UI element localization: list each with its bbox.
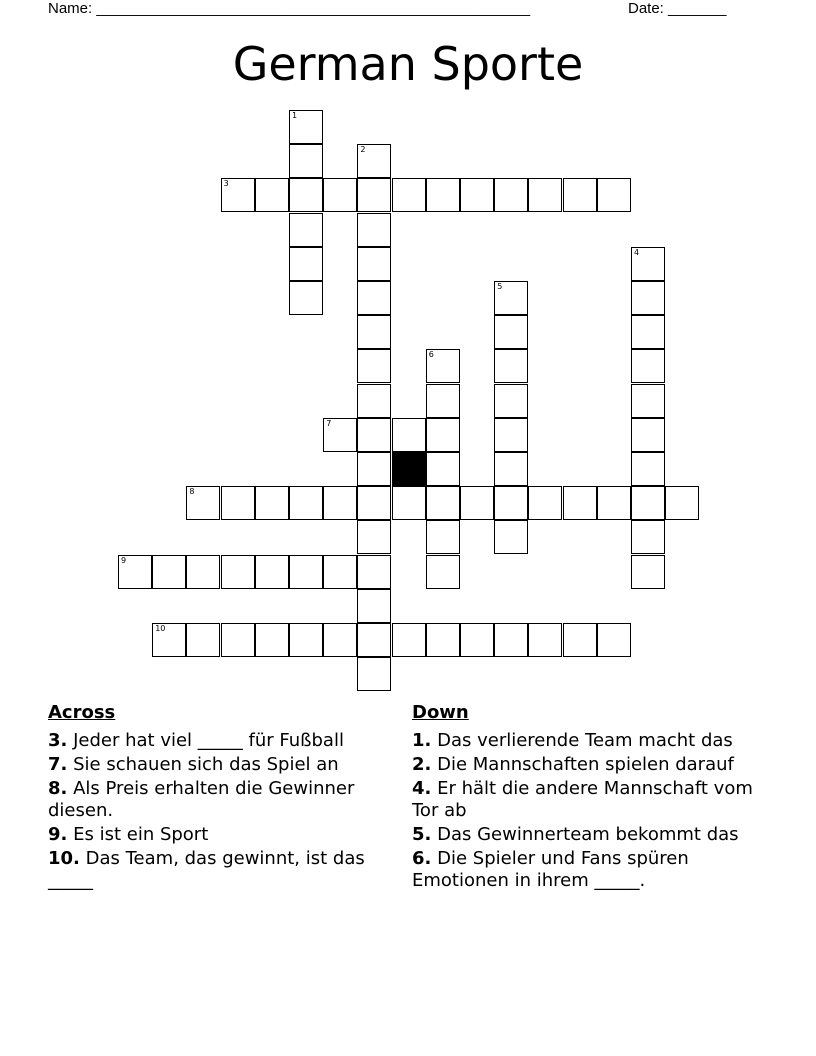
crossword-cell[interactable] <box>357 520 391 554</box>
down-clue-5 <box>412 824 772 846</box>
crossword-cell[interactable] <box>289 555 323 589</box>
crossword-cell[interactable] <box>426 520 460 554</box>
crossword-cell[interactable] <box>186 623 220 657</box>
crossword-cell[interactable] <box>357 657 391 691</box>
clue-text: Die Mannschaften spielen darauf <box>437 754 734 775</box>
clue-number: 10. <box>48 848 80 869</box>
crossword-cell[interactable] <box>323 178 357 212</box>
clue-text: Es ist ein Sport <box>73 824 209 845</box>
crossword-cell[interactable] <box>221 178 255 212</box>
crossword-cell[interactable] <box>118 555 152 589</box>
crossword-cell[interactable] <box>494 623 528 657</box>
crossword-cell[interactable] <box>357 384 391 418</box>
clue-number-label: 1 <box>292 111 298 120</box>
crossword-cell[interactable] <box>665 486 699 520</box>
clue-number: 7. <box>48 754 68 775</box>
down-clue-2 <box>412 754 772 776</box>
crossword-cell[interactable] <box>426 418 460 452</box>
crossword-cell[interactable] <box>323 555 357 589</box>
crossword-cell[interactable] <box>255 486 289 520</box>
crossword-cell[interactable] <box>392 486 426 520</box>
clue-text: Als Preis erhalten die Gewinner diesen. <box>48 778 355 821</box>
crossword-cell[interactable] <box>494 349 528 383</box>
name-field: Name: ____________________________________________________ <box>48 0 531 17</box>
down-clue-6 <box>412 848 772 892</box>
crossword-cell[interactable] <box>631 349 665 383</box>
clue-text: Das verlierende Team macht das <box>437 730 733 751</box>
crossword-cell[interactable] <box>289 247 323 281</box>
crossword-cell[interactable] <box>392 623 426 657</box>
blocked-square <box>392 452 426 486</box>
clue-text: Das Team, das gewinnt, ist das _____ <box>48 848 365 891</box>
crossword-cell[interactable] <box>494 520 528 554</box>
crossword-cell[interactable] <box>460 178 494 212</box>
clue-number: 4. <box>412 778 432 799</box>
clue-number-label: 6 <box>428 350 434 360</box>
crossword-cell[interactable] <box>357 247 391 281</box>
across-heading: Across <box>48 702 116 723</box>
crossword-cell[interactable] <box>631 247 665 281</box>
crossword-cell[interactable] <box>289 178 323 212</box>
crossword-cell[interactable] <box>186 555 220 589</box>
crossword-cell[interactable] <box>323 623 357 657</box>
crossword-cell[interactable] <box>631 486 665 520</box>
crossword-cell[interactable] <box>631 281 665 315</box>
crossword-cell[interactable] <box>494 384 528 418</box>
crossword-cell[interactable] <box>426 349 460 383</box>
crossword-cell[interactable] <box>289 144 323 178</box>
across-clue-8 <box>48 778 393 822</box>
crossword-cell[interactable] <box>323 418 357 452</box>
crossword-cell[interactable] <box>597 178 631 212</box>
clue-number-label: 9 <box>121 555 127 565</box>
crossword-cell[interactable] <box>631 452 665 486</box>
crossword-cell[interactable] <box>426 486 460 520</box>
across-clue-7 <box>48 754 393 776</box>
clue-number-label: 4 <box>634 247 640 257</box>
clue-text: Sie schauen sich das Spiel an <box>73 754 339 775</box>
crossword-cell[interactable] <box>426 384 460 418</box>
clue-text: Er hält die andere Mannschaft vom Tor ab <box>412 778 753 821</box>
crossword-cell[interactable] <box>426 623 460 657</box>
crossword-cell[interactable] <box>528 178 562 212</box>
crossword-cell[interactable] <box>631 418 665 452</box>
down-clues <box>412 702 772 894</box>
crossword-cell[interactable] <box>426 178 460 212</box>
crossword-cell[interactable] <box>221 555 255 589</box>
crossword-cell[interactable] <box>357 144 391 178</box>
crossword-cell[interactable] <box>255 178 289 212</box>
clue-number: 5. <box>412 824 432 845</box>
crossword-cell[interactable] <box>631 315 665 349</box>
crossword-cell[interactable] <box>357 555 391 589</box>
crossword-cell[interactable] <box>494 452 528 486</box>
clue-number: 8. <box>48 778 68 799</box>
crossword-cell[interactable] <box>460 623 494 657</box>
crossword-cell[interactable] <box>392 178 426 212</box>
crossword-cell[interactable] <box>357 486 391 520</box>
down-heading: Down <box>412 702 469 723</box>
crossword-cell[interactable] <box>631 384 665 418</box>
crossword-cell[interactable] <box>563 486 597 520</box>
crossword-cell[interactable] <box>152 623 186 657</box>
clue-number: 9. <box>48 824 68 845</box>
clue-number-label: 3 <box>223 179 229 189</box>
crossword-cell[interactable] <box>357 178 391 212</box>
crossword-cell[interactable] <box>289 213 323 247</box>
crossword-cell[interactable] <box>357 589 391 623</box>
crossword-cell[interactable] <box>597 623 631 657</box>
crossword-cell[interactable] <box>426 452 460 486</box>
crossword-cell[interactable] <box>357 315 391 349</box>
clue-text: Jeder hat viel _____ für Fußball <box>73 730 344 751</box>
crossword-cell[interactable] <box>289 110 323 144</box>
across-clue-3 <box>48 730 393 752</box>
crossword-cell[interactable] <box>563 623 597 657</box>
date-field: Date: _______ <box>628 0 727 17</box>
crossword-cell[interactable] <box>631 555 665 589</box>
clue-number-label: 5 <box>497 282 503 291</box>
clue-number: 2. <box>412 754 432 775</box>
clue-number-label: 8 <box>189 487 195 497</box>
crossword-cell[interactable] <box>289 486 323 520</box>
crossword-cell[interactable] <box>392 418 426 452</box>
crossword-cell[interactable] <box>221 486 255 520</box>
crossword-cell[interactable] <box>357 452 391 486</box>
crossword-cell[interactable] <box>255 623 289 657</box>
across-clue-9 <box>48 824 393 846</box>
crossword-cell[interactable] <box>289 623 323 657</box>
clue-number-label: 2 <box>360 145 366 155</box>
crossword-cell[interactable] <box>631 520 665 554</box>
clue-number: 3. <box>48 730 68 751</box>
crossword-cell[interactable] <box>152 555 186 589</box>
crossword-cell[interactable] <box>494 315 528 349</box>
clue-number: 1. <box>412 730 432 751</box>
crossword-cell[interactable] <box>357 213 391 247</box>
crossword-cell[interactable] <box>528 623 562 657</box>
crossword-cell[interactable] <box>494 178 528 212</box>
crossword-cell[interactable] <box>597 486 631 520</box>
crossword-cell[interactable] <box>323 486 357 520</box>
crossword-cell[interactable] <box>494 486 528 520</box>
crossword-cell[interactable] <box>357 623 391 657</box>
crossword-cell[interactable] <box>357 349 391 383</box>
crossword-cell[interactable] <box>221 623 255 657</box>
crossword-cell[interactable] <box>494 418 528 452</box>
crossword-cell[interactable] <box>426 555 460 589</box>
clue-number: 6. <box>412 848 432 869</box>
page-title: German Sporte <box>232 37 584 91</box>
clue-text: Das Gewinnerteam bekommt das <box>437 824 739 845</box>
crossword-cell[interactable] <box>289 281 323 315</box>
crossword-cell[interactable] <box>186 486 220 520</box>
crossword-cell[interactable] <box>528 486 562 520</box>
crossword-cell[interactable] <box>357 418 391 452</box>
across-clues <box>48 702 393 894</box>
crossword-cell[interactable] <box>255 555 289 589</box>
crossword-cell[interactable] <box>460 486 494 520</box>
crossword-cell[interactable] <box>494 281 528 315</box>
down-clue-1 <box>412 730 772 752</box>
down-clue-4 <box>412 778 772 822</box>
crossword-cell[interactable] <box>357 281 391 315</box>
clue-number-label: 7 <box>326 418 332 428</box>
crossword-cell[interactable] <box>563 178 597 212</box>
clue-text: Die Spieler und Fans spüren Emotionen in ihrem _____. <box>412 848 689 891</box>
clue-number-label: 10 <box>155 624 166 633</box>
across-clue-10 <box>48 848 393 892</box>
